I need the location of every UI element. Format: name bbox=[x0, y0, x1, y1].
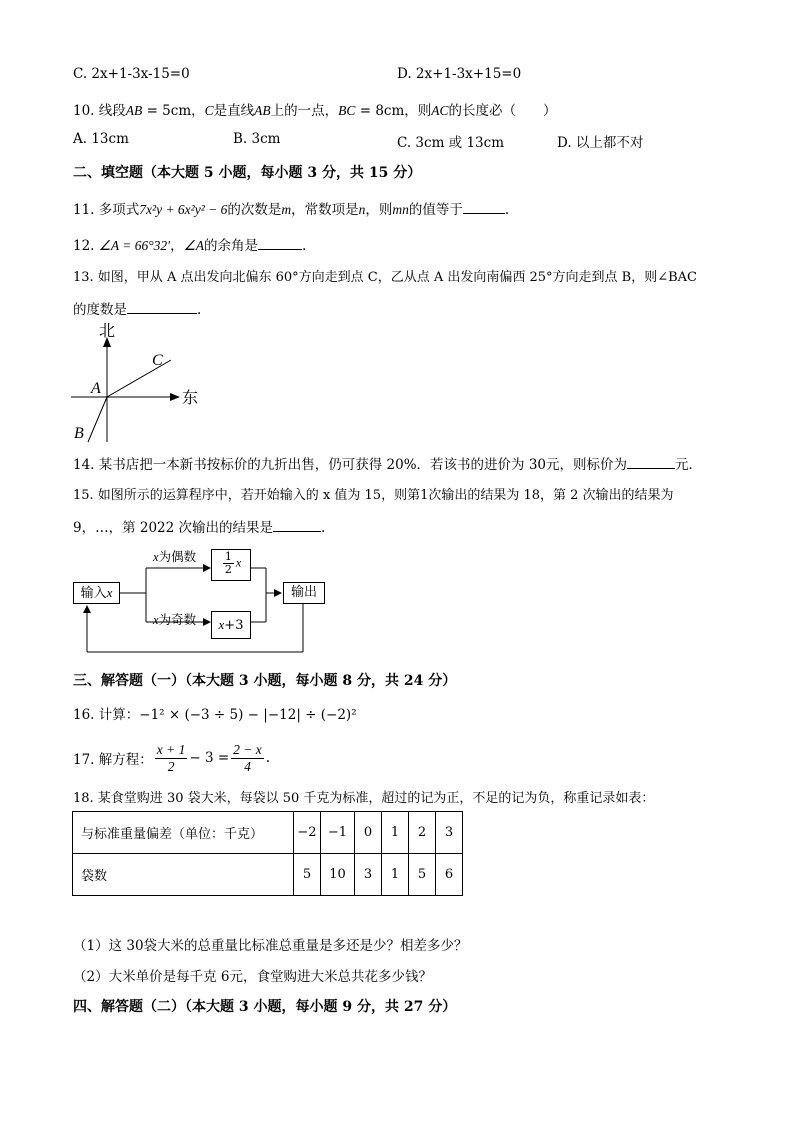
q11-var-mn: mn bbox=[392, 202, 409, 217]
flow-half-den: 2 bbox=[224, 563, 232, 576]
flow-half-fraction bbox=[223, 551, 234, 576]
q10-bc-value: = 8cm，则 bbox=[355, 103, 432, 119]
table-header-cell: 与标准重量偏差（单位：千克） bbox=[73, 812, 294, 854]
table-cell: −2 bbox=[294, 812, 321, 854]
table-header-cell: 袋数 bbox=[73, 854, 294, 896]
q16-stem: 16. 计算：−1² × (−3 ÷ 5) − |−12| ÷ (−2)² bbox=[73, 707, 357, 723]
q10-ab-value: = 5cm， bbox=[142, 103, 205, 119]
label-east: 东 bbox=[182, 388, 199, 407]
flow-half-box bbox=[211, 549, 251, 581]
flow-half-var: x bbox=[235, 555, 242, 570]
table-row bbox=[73, 854, 463, 896]
flow-input-label: 输入 bbox=[80, 586, 107, 601]
q12-text-2: 的余角是 bbox=[203, 238, 258, 254]
q11-answer-blank[interactable] bbox=[463, 213, 505, 214]
flow-input-var: x bbox=[106, 585, 113, 600]
q10-option-a: A. 13cm bbox=[73, 131, 129, 147]
q10-text-1: 线段 bbox=[98, 103, 126, 119]
q13-end: . bbox=[197, 302, 202, 318]
q10-stem bbox=[73, 99, 557, 119]
q13-answer-blank[interactable] bbox=[127, 313, 197, 314]
q9-option-d: D. 2x+1-3x+15=0 bbox=[397, 66, 522, 82]
section-4-title: 四、解答题（二）（本大题 3 小题，每小题 9 分，共 27 分） bbox=[73, 999, 457, 1015]
q13-line-2 bbox=[73, 298, 201, 318]
q15-end: . bbox=[321, 520, 326, 536]
q11-number: 11. bbox=[73, 202, 95, 218]
q12-angle: ∠A bbox=[183, 238, 204, 253]
table-cell: 3 bbox=[355, 854, 382, 896]
q12-answer-blank[interactable] bbox=[258, 249, 302, 250]
table-cell: 0 bbox=[355, 812, 382, 854]
flow-odd-label bbox=[153, 610, 196, 628]
q14-stem bbox=[73, 453, 702, 473]
q11-text-4: ，则 bbox=[365, 202, 393, 218]
flow-plus3-box bbox=[211, 611, 251, 639]
label-north: 北 bbox=[99, 321, 116, 340]
q17-label: 17. 解方程： bbox=[73, 752, 153, 768]
flow-even-label bbox=[153, 547, 196, 565]
q17-end: . bbox=[265, 750, 271, 766]
label-c: C bbox=[152, 352, 163, 369]
flow-even-var: x bbox=[153, 550, 159, 564]
q10-option-b: B. 3cm bbox=[233, 131, 281, 147]
q17-left-num: x + 1 bbox=[156, 741, 186, 757]
q10-var-ab: AB bbox=[125, 103, 143, 118]
q17-right-fraction bbox=[231, 742, 264, 775]
flow-even-text: 为偶数 bbox=[158, 549, 197, 564]
table-row bbox=[73, 812, 463, 854]
q17-left-fraction bbox=[155, 742, 188, 775]
q15-line-2 bbox=[73, 516, 325, 536]
section-2-title: 二、填空题（本大题 5 小题，每小题 3 分，共 15 分） bbox=[73, 165, 422, 181]
q11-end: . bbox=[504, 202, 510, 218]
table-cell: 10 bbox=[321, 854, 355, 896]
q11-stem bbox=[73, 198, 509, 218]
q12-number: 12. bbox=[73, 238, 95, 254]
q13-direction-diagram bbox=[64, 318, 214, 446]
q17-right-den: 4 bbox=[244, 758, 251, 774]
q11-polynomial: 7x²y + 6x²y² − 6 bbox=[139, 202, 228, 217]
q18-stem: 18. 某食堂购进 30 袋大米，每袋以 50 千克为标准，超过的记为正，不足的记为负，称重记录如表： bbox=[73, 791, 655, 806]
q18-table bbox=[72, 811, 463, 896]
q14-end: 元． bbox=[675, 457, 703, 473]
q11-var-n: n bbox=[358, 202, 366, 217]
q17-middle: − 3 = bbox=[189, 750, 230, 766]
label-a: A bbox=[91, 380, 101, 397]
q15-answer-blank[interactable] bbox=[273, 531, 321, 532]
flow-odd-text: 为奇数 bbox=[158, 612, 197, 627]
q15-line-1: 15. 如图所示的运算程序中，若开始输入的 x 值为 15，则第1次输出的结果为 18，第 2 次输出的结果为 bbox=[73, 488, 674, 503]
q10-var-ab-2: AB bbox=[254, 103, 271, 118]
table-cell: 5 bbox=[409, 854, 436, 896]
q12-text-1: ， bbox=[170, 238, 184, 254]
q11-text-1: 多项式 bbox=[98, 202, 140, 218]
q9-option-c: C. 2x+1-3x-15=0 bbox=[73, 66, 190, 82]
flow-plus3-var: x bbox=[218, 617, 225, 632]
q10-var-bc: BC bbox=[338, 103, 356, 118]
flow-half-num: 1 bbox=[224, 550, 232, 563]
q10-var-ac: AC bbox=[431, 103, 449, 118]
q18-sub-1: （1）这 30袋大米的总重量比标准总重量是多还是少？相差多少？ bbox=[73, 938, 468, 954]
q13-line-1: 13. 如图，甲从 A 点出发向北偏东 60°方向走到点 C，乙从点 A 出发向南偏西 25°方向走到点 B，则∠BAC bbox=[73, 270, 698, 285]
label-b: B bbox=[74, 425, 84, 442]
q17-left-den: 2 bbox=[167, 758, 175, 774]
q17-stem bbox=[73, 738, 270, 778]
q10-var-c: C bbox=[204, 103, 214, 118]
q10-option-c: C. 3cm 或 13cm bbox=[397, 135, 505, 151]
table-cell: 2 bbox=[409, 812, 436, 854]
table-cell: 5 bbox=[294, 854, 321, 896]
q11-text-2: 的次数是 bbox=[227, 202, 282, 218]
q11-text-5: 的值等于 bbox=[408, 202, 463, 218]
q12-stem bbox=[73, 234, 306, 254]
flow-input-box bbox=[73, 582, 120, 604]
q13-text: 的度数是 bbox=[73, 302, 127, 318]
table-cell: 1 bbox=[382, 854, 409, 896]
table-cell: 1 bbox=[382, 812, 409, 854]
section-3-title: 三、解答题（一）（本大题 3 小题，每小题 8 分，共 24 分） bbox=[73, 673, 457, 689]
table-cell: −1 bbox=[321, 812, 355, 854]
q10-text-2: 是直线 bbox=[213, 103, 255, 119]
ray-ab bbox=[88, 397, 107, 442]
q10-number: 10. bbox=[73, 103, 95, 119]
q17-right-num: 2 − x bbox=[233, 741, 262, 757]
q11-text-3: ，常数项是 bbox=[291, 202, 359, 218]
q14-text: 14. 某书店把一本新书按标价的九折出售，仍可获得 20%．若该书的进价为 30元，则标价为 bbox=[73, 457, 628, 473]
flow-odd-var: x bbox=[153, 613, 159, 627]
q10-text-4: 的长度必（ ） bbox=[448, 103, 557, 119]
table-cell: 3 bbox=[436, 812, 463, 854]
q10-text-3: 上的一点， bbox=[270, 103, 339, 119]
flow-output-box: 输出 bbox=[283, 582, 325, 604]
q12-expression: ∠A = 66°32′ bbox=[98, 238, 171, 253]
q18-sub-2: （2）大米单价是每千克 6元，食堂购进大米总共花多少钱？ bbox=[73, 969, 432, 985]
q14-answer-blank[interactable] bbox=[627, 468, 675, 469]
flow-plus3-text: +3 bbox=[224, 618, 244, 633]
q10-option-d: D. 以上都不对 bbox=[557, 135, 644, 151]
q15-text: 9，…，第 2022 次输出的结果是 bbox=[73, 520, 274, 536]
q12-end: . bbox=[301, 238, 307, 254]
q11-var-m: m bbox=[281, 202, 292, 217]
table-cell: 6 bbox=[436, 854, 463, 896]
